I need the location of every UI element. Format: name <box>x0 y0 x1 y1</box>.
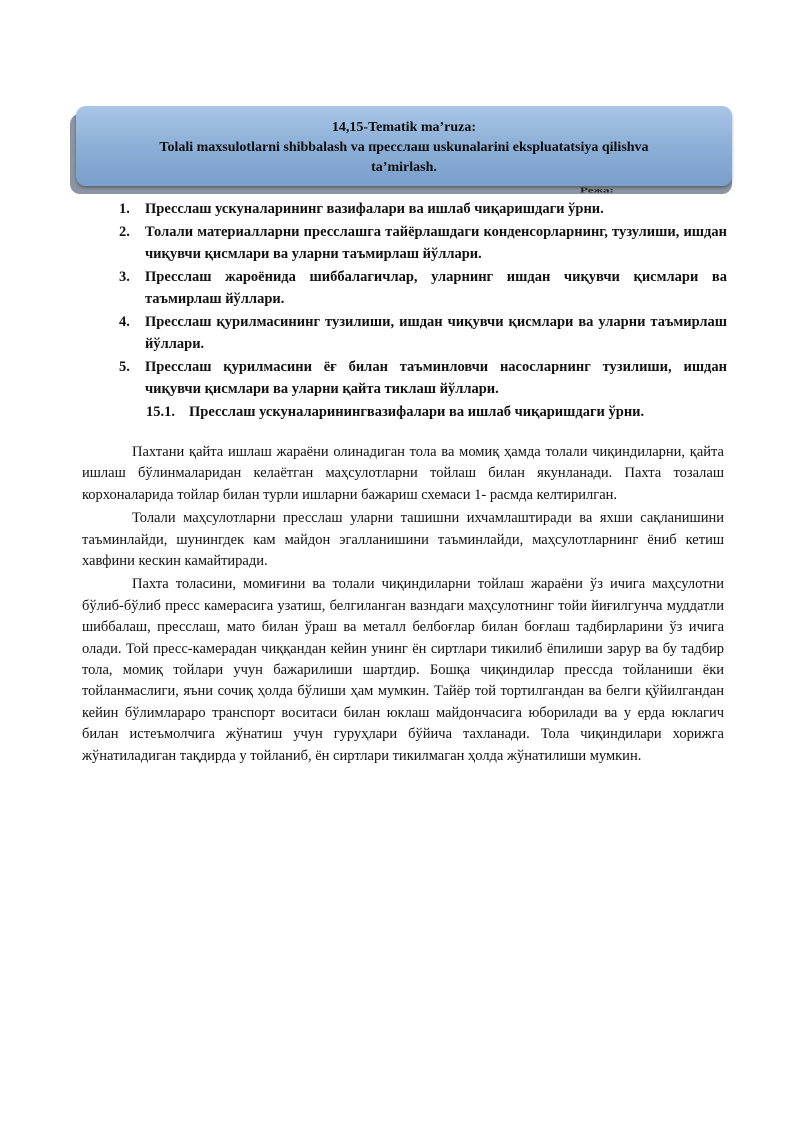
plan-item: 2. Толали материалларни пресслашга тайёрлашдаги конденсорларнинг, тузулиши, ишдан чиқувчи қисмлари ва уларни таъмирлаш йўллари. <box>119 223 727 262</box>
plan-item: 3. Пресслаш жароёнида шиббалагичлар, уларнинг ишдан чиқувчи қисмлари ва таъмирлаш йўллари. <box>119 268 727 307</box>
lecture-title: Tolali maxsulotlarni shibbalash va пресслаш uskunalarini ekspluatatsiya qilishva <box>159 140 649 155</box>
paragraph: Пахтани қайта ишлаш жараёни олинадиган тола ва момиқ ҳамда толали чиқиндиларни, қайта ишлаш бўлинмаларидан келаётган маҳсулотларни тойлаш билан якунланади. Пахта тозалаш корхоналарида тойлар билан турли ишларни бажариш схемаси 1- расмда келтирилган. <box>82 444 724 503</box>
plan-item: 4. Пресслаш қурилмасининг тузилиши, ишдан чиқувчи қисмлари ва уларни таъмирлаш йўллари. <box>119 313 727 352</box>
section-heading <box>146 404 644 421</box>
lecture-number: 14,15-Tematik ma’ruza: <box>331 120 477 135</box>
plan-label: Режа: <box>580 186 614 195</box>
plan-list <box>119 198 727 401</box>
lecture-title-banner <box>76 106 732 186</box>
paragraph: Толали маҳсулотларни пресслаш уларни ташишни ихчамлаштиради ва яхши сақланишини таъминлайди, шунингдек кам майдон эгалланишини таъминлайди, маҳсулотларнинг ёниб кетиш хавфини кескин камайтиради. <box>82 510 724 570</box>
paragraph: Пахта толасини, момиғини ва толали чиқиндиларни тойлаш жараёни ўз ичига маҳсулотни бўлиб-бўлиб пресс камерасига узатиш, белгиланган вазндаги маҳсулотнинг тойи йиғилгунча муддатли шиббалаш, пресслаш, мато билан ўраш ва металл белбоғлар билан боғлаш тадбирларини ўз ичига олади. Той пресс-камерадан чиққандан кейин унинг ён сиртлари тикилиб ёпилиши зарур ва бу тадбир тола, момиқ тойлари учун бажарилиши шартдир. Бошқа чиқиндилар пресcда тойланиши ёки тойланмаслиги, яъни сочиқ ҳолда бўлиши ҳам мумкин. Тайёр той тортилгандан ва белги қўйилгандан кейин бўлимлараро транспорт воситаси билан юклаш майдончасига юборилади ва у ерда юклагич билан истеъмолчига жўнатиш учун гуруҳлари бўйича тахланади. Тола чиқиндилари хорижга жўнатиладиган тақдирда у тойланиб, ён сиртлари тикилмаган ҳолда жўнатилиши мумкин. <box>82 576 724 764</box>
section-number: 15.1. <box>146 404 175 420</box>
plan-item: 1. Пресслаш ускуналарининг вазифалари ва ишлаб чиқаришдаги ўрни. <box>119 201 604 217</box>
section-title: Пресслаш ускуналаринингвазифалари ва ишлаб чиқаришдаги ўрни. <box>189 404 645 420</box>
lecture-title-cont: ta’mirlash. <box>371 160 437 175</box>
body-text <box>82 442 724 769</box>
plan-item: 5. Пресслаш қурилмасини ёғ билан таъминловчи насосларнинг тузилиши, ишдан чиқувчи қисмлари ва уларни қайта тиклаш йўллари. <box>119 358 727 397</box>
